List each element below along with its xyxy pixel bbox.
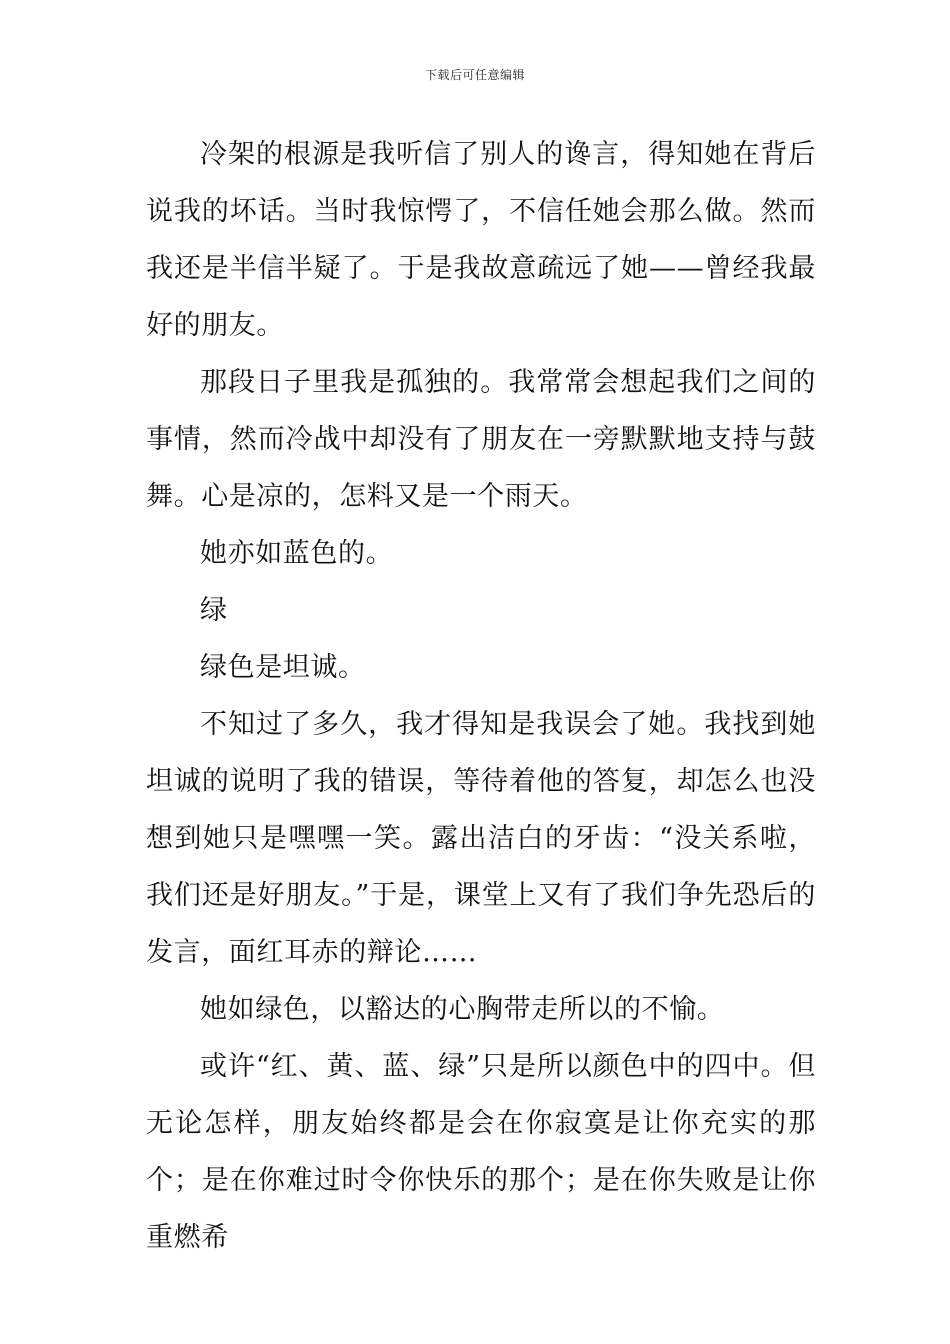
body-text: [146, 126, 816, 1266]
paragraph-green-summary: 她如绿色，以豁达的心胸带走所以的不愉。: [200, 994, 725, 1025]
paragraph-reconciliation: 不知过了多久，我才得知是我误会了她。我找到她坦诚的说明了我的错误，等待着他的答复，却怎么也没想到她只是嘿嘿一笑。露出洁白的牙齿：“没关系啦，我们还是好朋友。”于是，课堂上又有了我们争先恐后的发言，面红耳赤的辩论……: [146, 709, 816, 968]
header-note: 下载后可任意编辑: [424, 68, 525, 82]
paragraph-green-meaning: 绿色是坦诚。: [200, 652, 366, 683]
paragraph-quarrel-cause: 冷架的根源是我听信了别人的谗言，得知她在背后说我的坏话。当时我惊愕了，不信任她会那么做。然而我还是半信半疑了。于是我故意疏远了她——曾经我最好的朋友。: [146, 139, 816, 341]
paragraph-blue-summary: 她亦如蓝色的。: [200, 538, 394, 569]
section-heading-green: 绿: [200, 595, 228, 626]
paragraph-conclusion: 或许“红、黄、蓝、绿”只是所以颜色中的四中。但无论怎样，朋友始终都是会在你寂寞是让你充实的那个；是在你难过时令你快乐的那个；是在你失败是让你重燃希: [146, 1051, 816, 1253]
paragraph-lonely-days: 那段日子里我是孤独的。我常常会想起我们之间的事情，然而冷战中却没有了朋友在一旁默默地支持与鼓舞。心是凉的，怎料又是一个雨天。: [146, 367, 816, 512]
